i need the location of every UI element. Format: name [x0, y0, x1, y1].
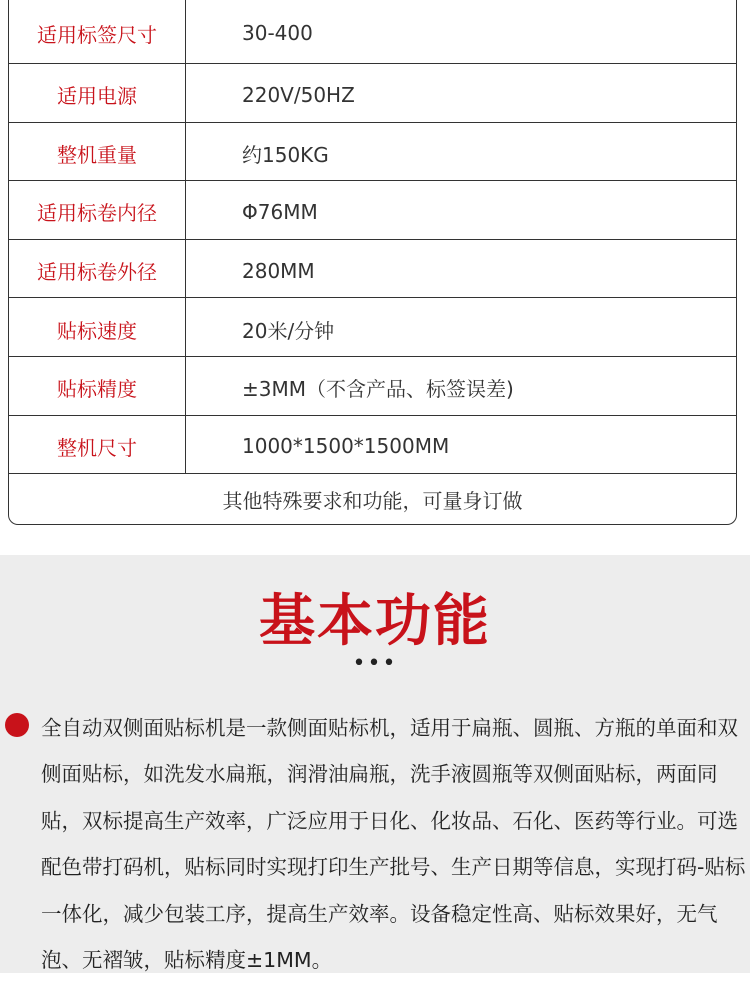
spec-label: 整机尺寸 [9, 416, 186, 474]
spec-value: 220V/50HZ [242, 82, 355, 107]
spec-row [9, 64, 736, 123]
spec-footer-note: 其他特殊要求和功能，可量身订做 [222, 488, 523, 513]
spec-row [9, 298, 736, 357]
section-title: 基本功能 [259, 589, 491, 654]
spec-label: 贴标速度 [9, 298, 186, 356]
spec-value: 280MM [242, 258, 315, 283]
spec-label: 适用标卷外径 [9, 240, 186, 298]
spec-table [8, 0, 737, 525]
spec-label: 整机重量 [9, 123, 186, 181]
spec-label: 贴标精度 [9, 357, 186, 415]
ellipsis-dots: ••• [352, 651, 398, 676]
spec-value: ±3MM（不含产品、标签误差) [242, 377, 514, 402]
spec-row [9, 240, 736, 299]
bullet-dot-icon [5, 713, 29, 737]
spec-value: 20米/分钟 [242, 318, 335, 343]
spec-label: 适用标卷内径 [9, 181, 186, 239]
spec-row [9, 123, 736, 182]
function-description: 全自动双侧面贴标机是一款侧面贴标机，适用于扁瓶、圆瓶、方瓶的单面和双侧面贴标，如洗发水扁瓶，润滑油扁瓶，洗手液圆瓶等双侧面贴标，两面同贴，双标提高生产效率，广泛应用于日化、化妆品、石化、医药等行业。可选配色带打码机，贴标同时实现打印生产批号、生产日期等信息，实现打码-贴标一体化，减少包装工序，提高生产效率。设备稳定性高、贴标效果好，无气泡、无褶皱，贴标精度±1MM。 [41, 716, 746, 973]
basic-functions-section [0, 555, 750, 973]
spec-value: 30-400 [242, 21, 313, 45]
spec-row [9, 0, 736, 64]
spec-value: 约150KG [242, 142, 329, 167]
spec-value: Φ76MM [242, 199, 318, 224]
spec-row [9, 357, 736, 416]
spec-row [9, 416, 736, 475]
spec-label: 适用标签尺寸 [9, 0, 186, 63]
spec-label: 适用电源 [9, 64, 186, 122]
spec-row [9, 181, 736, 240]
spec-value: 1000*1500*1500MM [242, 434, 450, 459]
